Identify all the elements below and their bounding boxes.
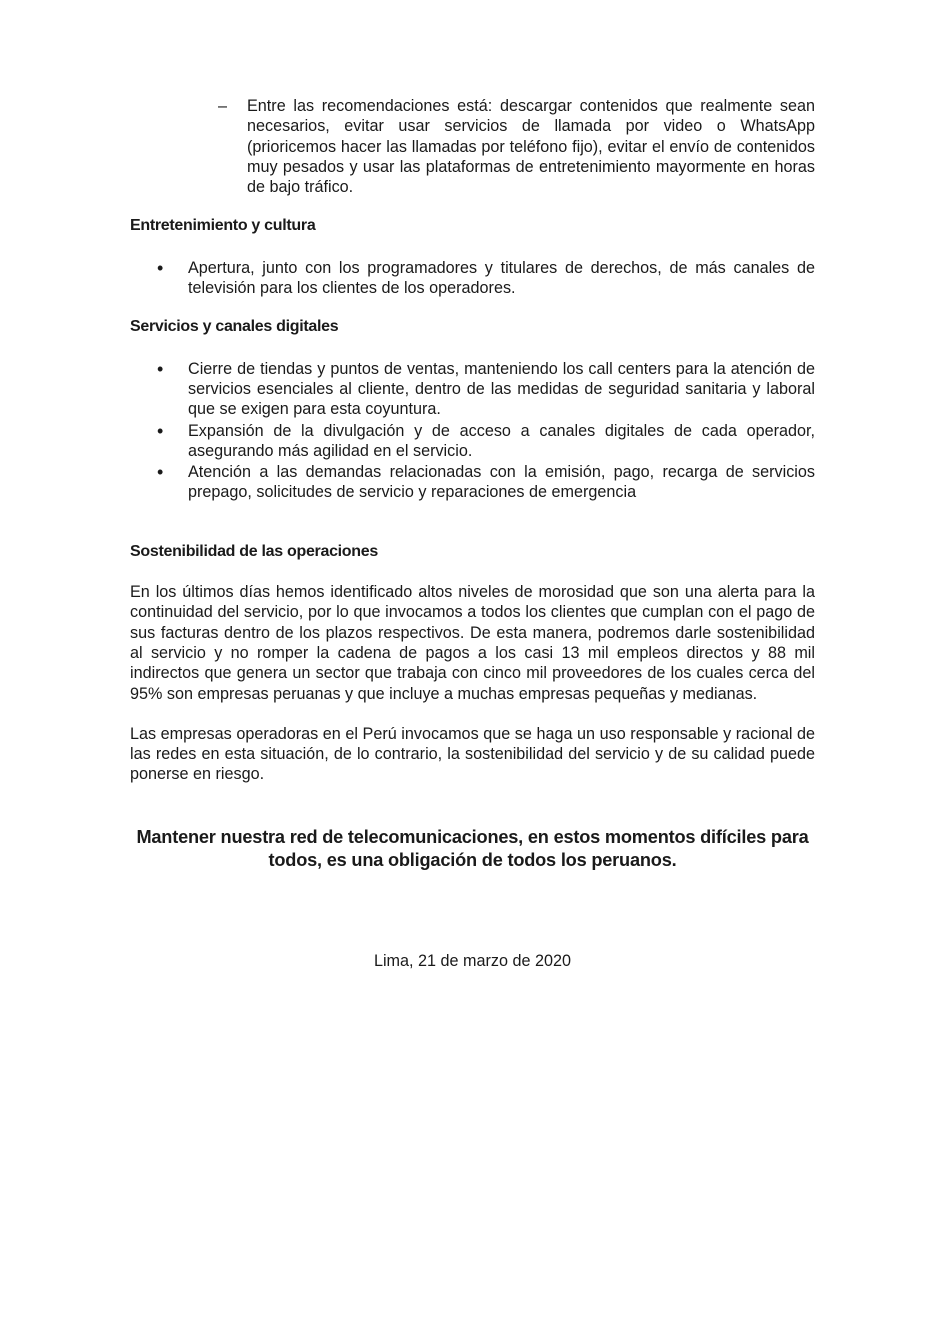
closing-line-1: Mantener nuestra red de telecomunicaciones, en estos momentos difíciles para: [136, 826, 809, 847]
list-item-text: Apertura, junto con los programadores y titulares de derechos, de más canales de televisión para los clientes de los operadores.: [188, 258, 815, 298]
heading-servicios-digitales: Servicios y canales digitales: [130, 318, 339, 336]
paragraph-morosidad: En los últimos días hemos identificado altos niveles de morosidad que son una alerta para la continuidad del servicio, por lo que invocamos a todos los clientes que cumplan con el pago de sus facturas dentro de los plazos respectivos. De esta manera, podremos darle sostenibilidad al servicio y no romper la cadena de pagos a los casi 13 mil empleos directos y 88 mil indirectos que genera un sector que trabaja con cinco mil proveedores de los cuales cerca del 95% son empresas peruanas y que incluye a muchas empresas pequeñas y medianas.: [130, 583, 815, 703]
list-entretenimiento: [130, 258, 815, 299]
dash-marker: –: [218, 97, 228, 115]
list-item-text: Cierre de tiendas y puntos de ventas, manteniendo los call centers para la atención de servicios esenciales al cliente, dentro de las medidas de seguridad sanitaria y laboral que se exigen para esta coyuntura.: [188, 359, 815, 419]
recommendations-item: [218, 96, 815, 197]
bullet-icon: •: [157, 358, 164, 379]
list-item: [157, 420, 815, 462]
bullet-icon: •: [157, 462, 164, 483]
document-body: [130, 96, 815, 971]
place-date-signoff: Lima, 21 de marzo de 2020: [373, 951, 572, 970]
list-item: [157, 257, 815, 299]
heading-sostenibilidad: Sostenibilidad de las operaciones: [130, 542, 378, 560]
heading-entretenimiento: Entretenimiento y cultura: [130, 217, 316, 235]
bullet-icon: •: [157, 257, 164, 278]
closing-statement: [130, 826, 815, 872]
closing-line-2: todos, es una obligación de todos los peruanos.: [268, 849, 677, 870]
list-servicios-digitales: [130, 359, 815, 503]
list-item: [157, 358, 815, 420]
recommendations-text: Entre las recomendaciones está: descargar contenidos que realmente sean necesarios, evitar usar servicios de llamada por video o WhatsApp (prioricemos hacer las llamadas por teléfono fijo), evitar el envío de contenidos muy pesados y usar las plataformas de entretenimiento mayormente en horas de bajo tráfico.: [247, 97, 815, 197]
list-item-text: Expansión de la divulgación y de acceso a canales digitales de cada operador, asegurando más agilidad en el servicio.: [188, 421, 815, 460]
bullet-icon: •: [157, 420, 164, 441]
paragraph-uso-responsable: Las empresas operadoras en el Perú invocamos que se haga un uso responsable y racional de las redes en esta situación, de lo contrario, la sostenibilidad del servicio y de su calidad puede ponerse en riesgo.: [130, 724, 815, 784]
list-item: [157, 462, 815, 503]
list-item-text: Atención a las demandas relacionadas con la emisión, pago, recarga de servicios prepago, solicitudes de servicio y reparaciones de emergencia: [188, 463, 815, 502]
